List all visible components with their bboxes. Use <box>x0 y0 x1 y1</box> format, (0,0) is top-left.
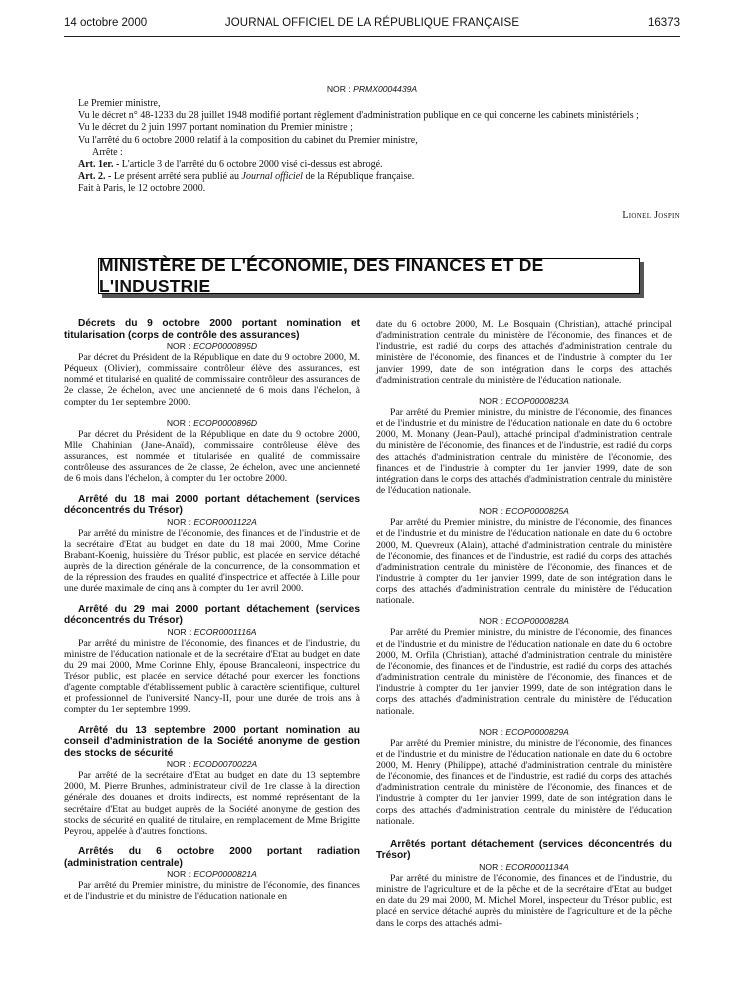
header-date: 14 octobre 2000 <box>64 17 148 29</box>
section-title: Arrêté du 29 mai 2000 portant détachement (services déconcentrés du Trésor) <box>64 603 360 626</box>
nor-reference: NOR : ECOP0000829A <box>479 726 569 737</box>
article-2: Art. 2. - Le présent arrêté sera publié au Journal officiel de la République française. <box>78 171 415 183</box>
nor-reference: NOR : ECOP0000825A <box>479 506 569 517</box>
paragraph: Vu le décret n° 48-1233 du 28 juillet 1948 modifié portant règlement d'administration publique en ce qui concerne les cabinets ministériels ; <box>78 110 639 122</box>
paragraph: Par arrêté du Premier ministre, du ministre de l'économie, des finances et de l'industrie et du ministre de l'éducation nationale en date du 6 octobre 2000, M. Quevreux (Alain), attaché d'administration centrale du ministère de l'économie, des finances et de l'industrie, est radié du corps des attachés d'administration centrale du ministère de l'économie, des finances et de l'industrie à compter du 1er janvier 1999, date de son intégration dans le corps des attachés d'administration centrale du ministère de l'éducation nationale. <box>376 517 672 607</box>
paragraph: Vu l'arrêté du 6 octobre 2000 relatif à la composition du cabinet du Premier ministre, <box>78 134 418 146</box>
nor-reference: NOR : ECOP0000828A <box>479 616 569 627</box>
nor-reference: NOR : ECOP0000896D <box>166 417 258 428</box>
right-column <box>376 319 672 929</box>
signature: Lionel Jospin <box>622 209 680 221</box>
paragraph: Par arrêté du Premier ministre, du ministre de l'économie, des finances et de l'industrie et du ministre de l'éducation nationale en date du 6 octobre 2000, M. Orfila (Christian), attaché d'administration centrale du ministère de l'économie, des finances et de l'industrie, est radié du corps des attachés d'administration centrale du ministère de l'économie, des finances et de l'industrie à compter du 1er janvier 1999, date de son intégration dans le corps des attachés d'administration centrale du ministère de l'éducation nationale. <box>376 627 672 717</box>
paragraph: Par arrêté du Premier ministre, du ministre de l'économie, des finances et de l'industrie et du ministre de l'éducation nationale en date du 6 octobre 2000, M. Henry (Philippe), attaché d'administration centrale du ministère de l'économie, des finances et de l'industrie, est radié du corps des attachés d'administration centrale du ministère de l'économie, des finances et de l'industrie à compter du 1er janvier 1999, date de son intégration dans le corps des attachés d'administration centrale du ministère de l'éducation nationale. <box>376 737 672 827</box>
nor-reference: NOR : ECOR0001134A <box>479 861 569 872</box>
section-title: Arrêtés portant détachement (services déconcentrés du Trésor) <box>376 838 672 862</box>
page-header <box>64 14 680 37</box>
paragraph: Le Premier ministre, <box>78 98 161 109</box>
nor-reference: NOR : PRMX0004439A <box>326 84 418 94</box>
nor-reference: NOR : ECOR0001116A <box>167 626 257 637</box>
ministry-banner: MINISTÈRE DE L'ÉCONOMIE, DES FINANCES ET DE L'INDUSTRIE <box>98 258 640 294</box>
section-title: Décrets du 9 octobre 2000 portant nomination et titularisation (corps de contrôle des assurances) <box>64 318 360 341</box>
paragraph: Par décret du Président de la République en date du 9 octobre 2000, Mlle Chahinian (Jane-Anaïd), commissaire contrôleuse élève des assurances, est nommée et titularisée en qualité de commissaire contrôleuse des assurances de 2e classe, 2e échelon, avec une ancienneté de 6 mois dans l'échelon, à compter du 1er octobre 2000. <box>64 428 360 485</box>
paragraph: Par arrêté du ministre de l'économie, des finances et de l'industrie, du ministre de l'agriculture et de la pêche et de la secrétaire d'Etat au budget en date du 29 mai 2000, M. Michel Morel, inspecteur du Trésor public, est placé en service détaché auprès du ministère de l'agriculture et de la pêche dans le corps des attachés admi- <box>376 872 672 929</box>
paragraph: Par arrêté du ministre de l'économie, des finances et de l'industrie et de la secrétaire d'Etat au budget en date du 18 mai 2000, Mme Corine Brabant-Koenig, huissière du Trésor public, est placée en service détaché auprès de la direction générale de la concurrence, de la consommation et de la répression des fraudes en qualité d'inspectrice et affectée à Lille pour une durée maximale de cinq ans à compter du 1er avril 2000. <box>64 527 360 595</box>
decree-premier-ministre <box>64 98 680 222</box>
paragraph: Par arrêté de la secrétaire d'Etat au budget en date du 13 septembre 2000, M. Pierre Brunhes, administrateur civil de 1re classe à la direction générale des douanes et droits indirects, est nommé représentant de la secrétaire d'Etat au budget auprès de la Société anonyme de gestion des stocks de sécurité en qualité de titulaire, en remplacement de Mme Brigitte Peyrou, appelée à d'autres fonctions. <box>64 770 360 837</box>
nor-reference: NOR : ECOP0000823A <box>479 395 569 406</box>
paragraph: date du 6 octobre 2000, M. Le Bosquain (Christian), attaché principal d'administration centrale du ministère de l'économie, des finances et de l'industrie, est radié du corps des attachés d'administration centrale du ministère de l'économie, des finances et de l'industrie à compter du 1er janvier 1999, date de son intégration dans le corps des attachés d'administration centrale du ministère de l'éducation nationale. <box>376 319 672 386</box>
nor-reference: NOR : ECOD0070022A <box>166 759 258 770</box>
paragraph: Par arrêté du ministre de l'économie, des finances et de l'industrie, du ministre de l'éducation nationale et de la secrétaire d'Etat au budget en date du 29 mai 2000, Mme Corinne Ehly, épouse Brancaleoni, inspectrice du Trésor public, est placée en service détaché pour exercer les fonctions d'agente comptable d'établissement public à caractère scientifique, culturel et professionnel de l'université Nancy-II, pour une durée de trois ans à compter du 1er septembre 1999. <box>64 637 360 716</box>
paragraph: Par arrêté du Premier ministre, du ministre de l'économie, des finances et de l'industrie et du ministre de l'éducation nationale en date du 6 octobre 2000, M. Monany (Jean-Paul), attaché principal d'administration centrale du ministère de l'économie, des finances et de l'industrie, est radié du corps des attachés d'administration centrale du ministère de l'économie, des finances et de l'industrie à compter du 1er janvier 1999, date de son intégration dans le corps des attachés d'administration centrale du ministère de l'éducation nationale. <box>376 406 672 497</box>
journal-title: JOURNAL OFFICIEL DE LA RÉPUBLIQUE FRANÇAISE <box>224 17 520 29</box>
paragraph: Par décret du Président de la République en date du 9 octobre 2000, M. Péqueux (Olivier), commissaire contrôleur élève des assurances, est nommé et titularisé en qualité de commissaire contrôleur des assurances de 2e classe, 2e échelon, avec une ancienneté de 6 mois dans l'échelon, à compter du 1er septembre 2000. <box>64 352 360 408</box>
article-1: Art. 1er. - L'article 3 de l'arrêté du 6 octobre 2000 visé ci-dessus est abrogé. <box>78 159 383 171</box>
left-column <box>64 318 360 902</box>
paragraph: Arrête : <box>92 146 123 158</box>
nor-reference: NOR : ECOR0001122A <box>167 516 257 527</box>
paragraph: Fait à Paris, le 12 octobre 2000. <box>78 183 206 195</box>
page-number: 16373 <box>648 17 680 29</box>
section-title: Arrêté du 18 mai 2000 portant détachement (services déconcentrés du Trésor) <box>64 493 360 517</box>
paragraph: Vu le décret du 2 juin 1997 portant nomination du Premier ministre ; <box>78 122 353 134</box>
section-title: Arrêté du 13 septembre 2000 portant nomination au conseil d'administration de la Société anonyme de gestion des stocks de sécurité <box>64 724 360 759</box>
paragraph: Par arrêté du Premier ministre, du ministre de l'économie, des finances et de l'industrie et du ministre de l'éducation nationale en <box>64 880 360 903</box>
nor-reference: NOR : ECOP0000895D <box>166 341 258 351</box>
section-title: Arrêtés du 6 octobre 2000 portant radiation (administration centrale) <box>64 846 360 869</box>
nor-reference: NOR : ECOP0000821A <box>167 869 257 880</box>
